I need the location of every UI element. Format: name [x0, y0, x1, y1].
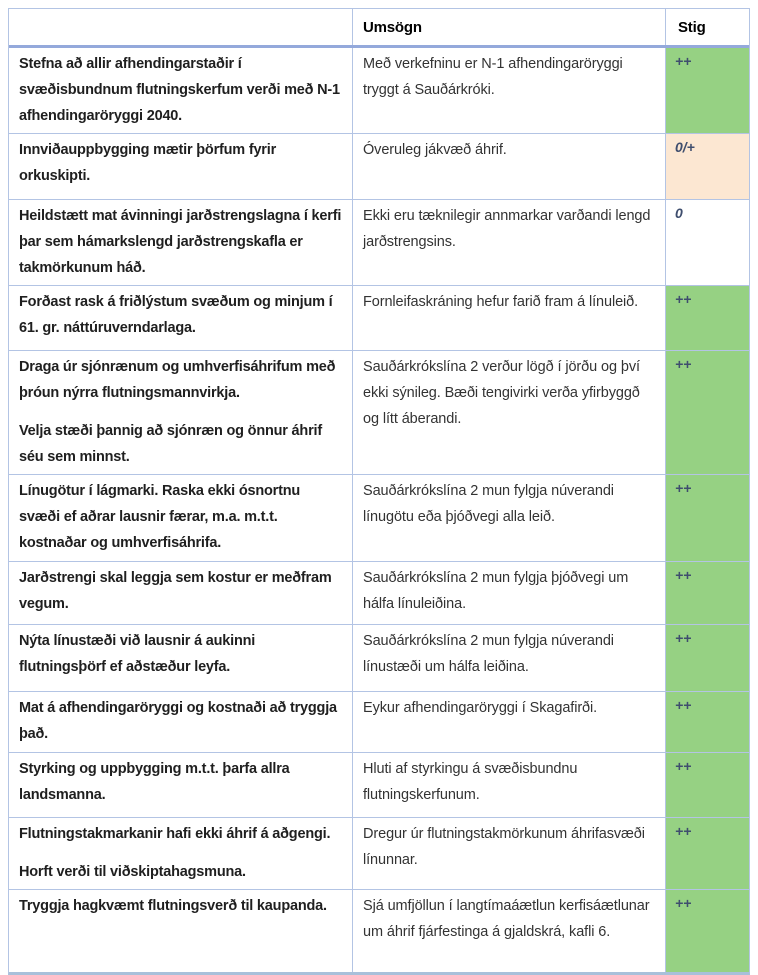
umsogn-cell: [352, 692, 665, 752]
table-row: [9, 475, 749, 562]
table-header-row: [9, 9, 749, 48]
criteria-cell: [9, 562, 352, 624]
umsogn-cell: [352, 818, 665, 889]
stig-header-label: Stig: [678, 18, 706, 36]
table-row: [9, 818, 749, 890]
cell-paragraph: Flutningstakmarkanir hafi ekki áhrif á aðgengi.: [19, 826, 331, 842]
stig-score-cell: ++: [665, 625, 749, 691]
umsogn-cell: [352, 890, 665, 972]
cell-paragraph: Heildstætt mat ávinningi jarðstrengslagna í kerfi þar sem hámarkslengd jarðstrengskafla er takmörkunum háð.: [19, 208, 342, 276]
stig-score-cell: ++: [665, 351, 749, 474]
umsogn-column-header: [352, 9, 665, 45]
cell-paragraph: Innviðauppbygging mætir þörfum fyrir orkuskipti.: [19, 142, 277, 184]
cell-paragraph: Nýta línustæði við lausnir á aukinni flutningsþörf ef aðstæður leyfa.: [19, 633, 256, 675]
criteria-cell: [9, 890, 352, 972]
criteria-cell: [9, 200, 352, 285]
umsogn-header-label: Umsögn: [363, 18, 422, 36]
cell-paragraph: Styrking og uppbygging m.t.t. þarfa allra landsmanna.: [19, 761, 290, 803]
criteria-cell: [9, 351, 352, 474]
cell-paragraph: Óveruleg jákvæð áhrif.: [363, 142, 507, 158]
table-row: [9, 286, 749, 351]
cell-paragraph: Fornleifaskráning hefur farið fram á línuleið.: [363, 294, 639, 310]
cell-paragraph: Jarðstrengi skal leggja sem kostur er meðfram vegum.: [19, 570, 332, 612]
table-row: [9, 351, 749, 475]
umsogn-cell: [352, 351, 665, 474]
table-row: [9, 48, 749, 134]
criteria-cell: [9, 134, 352, 199]
stig-score-cell: ++: [665, 475, 749, 561]
cell-paragraph: Ekki eru tæknilegir annmarkar varðandi lengd jarðstrengsins.: [363, 208, 651, 250]
cell-paragraph: Hluti af styrkingu á svæðisbundnu flutningskerfunum.: [363, 761, 578, 803]
cell-paragraph: Sauðárkrókslína 2 mun fylgja núverandi línustæði um hálfa leiðina.: [363, 633, 614, 675]
cell-paragraph: Með verkefninu er N-1 afhendingaröryggi tryggt á Sauðárkróki.: [363, 56, 623, 98]
cell-paragraph: Forðast rask á friðlýstum svæðum og minjum í 61. gr. náttúruverndarlaga.: [19, 294, 333, 336]
stig-score-cell: 0: [665, 200, 749, 285]
stig-score-cell: 0/+: [665, 134, 749, 199]
stig-score-cell: ++: [665, 692, 749, 752]
criteria-column-header: [9, 9, 352, 45]
umsogn-cell: [352, 48, 665, 133]
criteria-cell: [9, 48, 352, 133]
cell-paragraph: Mat á afhendingaröryggi og kostnaði að tryggja það.: [19, 700, 337, 742]
criteria-cell: [9, 625, 352, 691]
table-row: [9, 134, 749, 200]
umsogn-cell: [352, 625, 665, 691]
table-row: [9, 625, 749, 692]
stig-score-cell: ++: [665, 562, 749, 624]
umsogn-cell: [352, 200, 665, 285]
cell-paragraph: Línugötur í lágmarki. Raska ekki ósnortnu svæði ef aðrar lausnir færar, m.a. m.t.t. kostnaðar og umhverfisáhrifa.: [19, 483, 301, 551]
stig-score-cell: ++: [665, 890, 749, 972]
cell-paragraph: Stefna að allir afhendingarstaðir í svæðisbundnum flutningskerfum verði með N-1 afhendingaröryggi 2040.: [19, 56, 340, 124]
umsogn-cell: [352, 475, 665, 561]
cell-paragraph: Tryggja hagkvæmt flutningsverð til kaupanda.: [19, 898, 327, 914]
cell-paragraph: Velja stæði þannig að sjónræn og önnur áhrif séu sem minnst.: [19, 423, 322, 465]
cell-paragraph: Draga úr sjónrænum og umhverfisáhrifum með þróun nýrra flutningsmannvirkja.: [19, 359, 336, 401]
criteria-cell: [9, 753, 352, 817]
cell-paragraph: Sauðárkrókslína 2 verður lögð í jörðu og því ekki sýnileg. Bæði tengivirki verða yfirbyggð og lítt áberandi.: [363, 359, 640, 427]
umsogn-cell: [352, 562, 665, 624]
umsogn-cell: [352, 134, 665, 199]
criteria-cell: [9, 475, 352, 561]
stig-score-cell: ++: [665, 286, 749, 350]
table-row: [9, 562, 749, 625]
stig-score-cell: ++: [665, 48, 749, 133]
table-row: [9, 890, 749, 972]
criteria-cell: [9, 286, 352, 350]
stig-score-cell: ++: [665, 818, 749, 889]
cell-paragraph: Dregur úr flutningstakmörkunum áhrifasvæði línunnar.: [363, 826, 645, 868]
criteria-cell: [9, 692, 352, 752]
criteria-cell: [9, 818, 352, 889]
table-row: [9, 200, 749, 286]
stig-column-header: [665, 9, 749, 45]
cell-paragraph: Sauðárkrókslína 2 mun fylgja þjóðvegi um hálfa línuleiðina.: [363, 570, 629, 612]
table-row: [9, 753, 749, 818]
stig-score-cell: ++: [665, 753, 749, 817]
cell-paragraph: Sauðárkrókslína 2 mun fylgja núverandi línugötu eða þjóðvegi alla leið.: [363, 483, 614, 525]
cell-paragraph: Sjá umfjöllun í langtímaáætlun kerfisáætlunar um áhrif fjárfestinga á gjaldskrá, kafli 6.: [363, 898, 650, 940]
cell-paragraph: Eykur afhendingaröryggi í Skagafirði.: [363, 700, 598, 716]
umsogn-cell: [352, 753, 665, 817]
cell-paragraph: Horft verði til viðskiptahagsmuna.: [19, 864, 246, 880]
umsogn-cell: [352, 286, 665, 350]
evaluation-table: [8, 8, 750, 975]
table-row: [9, 692, 749, 753]
